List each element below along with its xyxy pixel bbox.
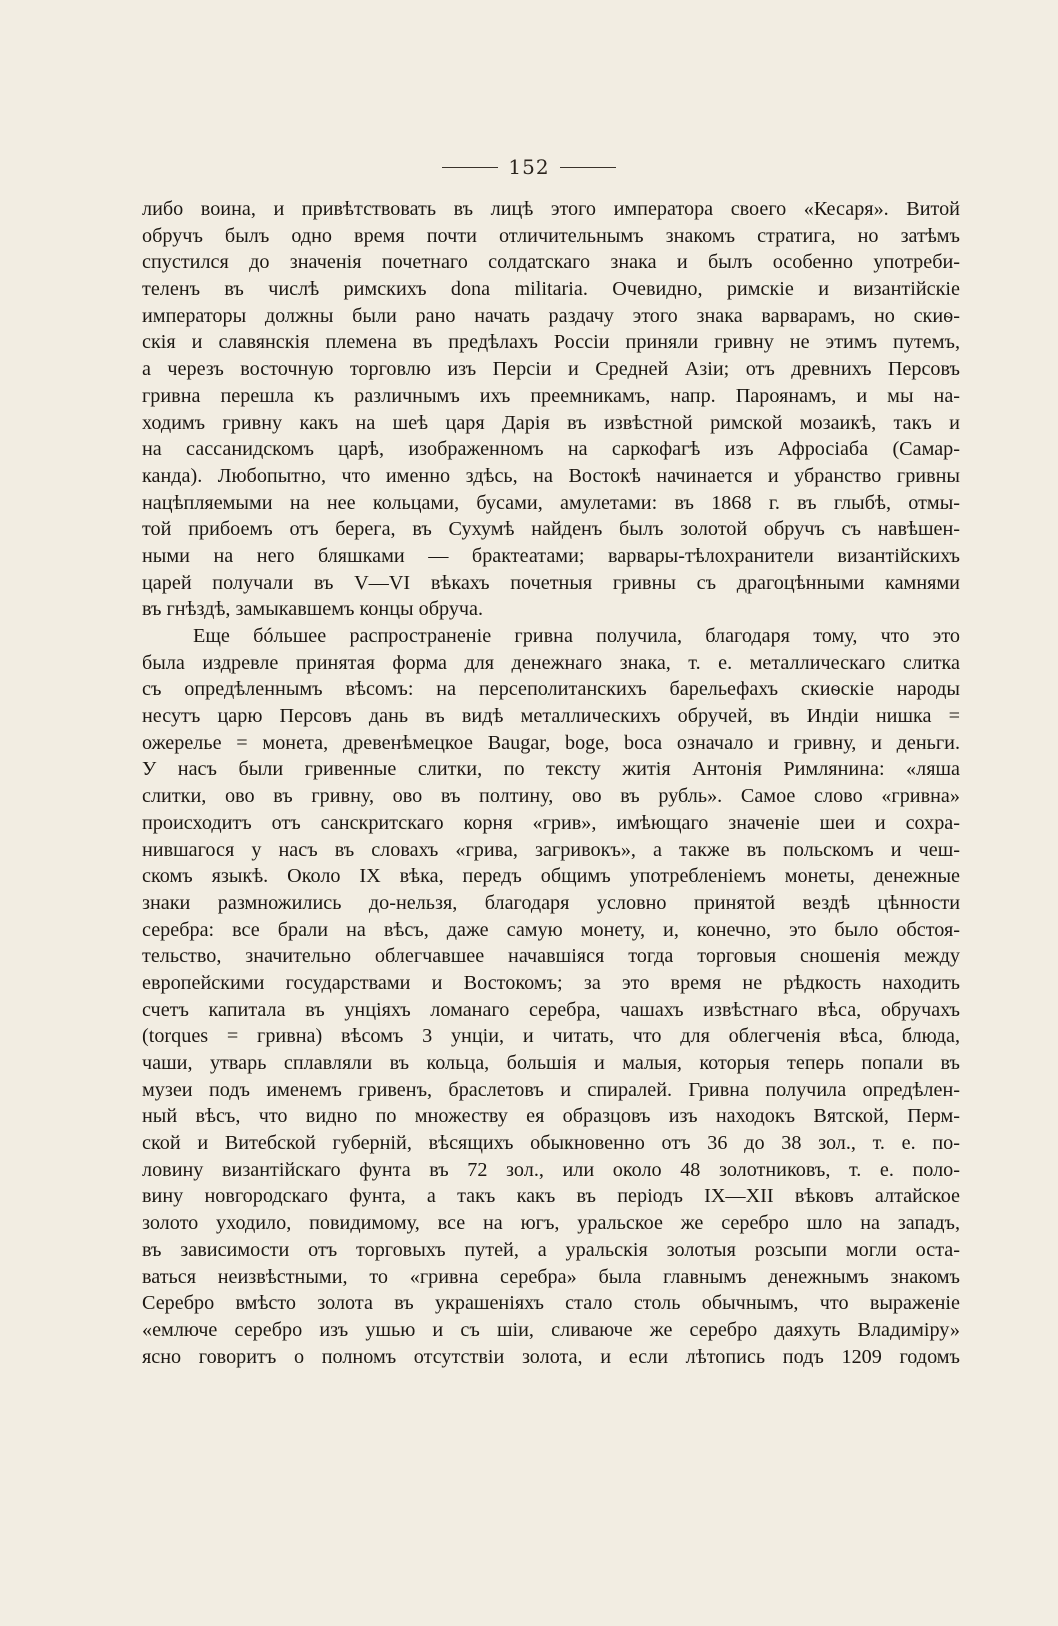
header-rule-left <box>442 167 498 168</box>
text-line: У насъ были гривенные слитки, по тексту житія Антонія Римлянина: «ляша <box>142 758 960 781</box>
text-line: а черезъ восточную торговлю изъ Персіи и Средней Азіи; отъ древнихъ Персовъ <box>142 358 960 381</box>
text-line: ловину византійскаго фунта въ 72 зол., или около 48 золотниковъ, т. е. поло- <box>142 1158 960 1181</box>
text-line: ными на него бляшками — брактеатами; варвары-тѣлохранители византійскихъ <box>142 544 960 567</box>
text-line: скомъ языкѣ. Около IX вѣка, передъ общимъ употребленіемъ монеты, денежные <box>142 865 960 888</box>
text-line: ской и Витебской губерній, вѣсящихъ обыкновенно отъ 36 до 38 зол., т. е. по- <box>142 1132 960 1155</box>
text-line: (torques = гривна) вѣсомъ 3 унціи, и читать, что для облегченія вѣса, блюда, <box>142 1025 960 1048</box>
text-line: серебра: все брали на вѣсъ, даже самую монету, и, конечно, это было обстоя- <box>142 918 960 941</box>
text-line: той прибоемъ отъ берега, въ Сухумѣ найденъ былъ золотой обручъ съ навѣшен- <box>142 518 960 541</box>
text-line: ходимъ гривну какъ на шеѣ царя Дарія въ извѣстной римской мозаикѣ, такъ и <box>142 411 960 434</box>
text-line: въ зависимости отъ торговыхъ путей, а уральскія золотыя розсыпи могли оста- <box>142 1238 960 1261</box>
text-line: ваться неизвѣстными, то «гривна серебра» была главнымъ денежнымъ знакомъ <box>142 1265 960 1288</box>
text-line: ный вѣсъ, что видно по множеству ея образцовъ изъ находокъ Вятской, Перм- <box>142 1105 960 1128</box>
text-line: вину новгородскаго фунта, а такъ какъ въ періодъ IX—XII вѣковъ алтайское <box>142 1185 960 1208</box>
text-line: нацѣпляемыми на нее кольцами, бусами, амулетами: въ 1868 г. въ глыбѣ, отмы- <box>142 491 960 514</box>
text-line: теленъ въ числѣ римскихъ dona militaria. Очевидно, римскіе и византійскіе <box>142 278 960 301</box>
text-line: Еще бóльшее распространеніе гривна получила, благодаря тому, что это <box>193 625 960 647</box>
text-line: ясно говоритъ о полномъ отсутствіи золота, и если лѣтопись подъ 1209 годомъ <box>142 1345 960 1368</box>
text-line: тельство, значительно облегчавшее начавшіяся тогда торговыя сношенія между <box>142 945 960 968</box>
text-line: Серебро вмѣсто золота въ украшеніяхъ стало столь обычнымъ, что выраженіе <box>142 1292 960 1315</box>
text-line: спустился до значенія почетнаго солдатскаго знака и былъ особенно употреби- <box>142 251 960 274</box>
text-line: происходитъ отъ санскритскаго корня «грив», имѣющаго значеніе шеи и сохра- <box>142 811 960 834</box>
text-line: нившагося у насъ въ словахъ «грива, загривокъ», а также въ польскомъ и чеш- <box>142 838 960 861</box>
text-line: несутъ царю Персовъ дань въ видѣ металлическихъ обручей, въ Индіи нишка = <box>142 705 960 728</box>
text-line: гривна перешла къ различнымъ ихъ преемникамъ, напр. Пароянамъ, и мы на- <box>142 384 960 407</box>
text-line: императоры должны были рано начать раздачу этого знака варварамъ, но скиѳ- <box>142 304 960 327</box>
text-line: чаши, утварь сплавляли въ кольца, большія и малыя, которыя теперь попали въ <box>142 1052 960 1074</box>
text-line: слитки, ово въ гривну, ово въ полтину, ово въ рубль». Самое слово «гривна» <box>142 785 960 808</box>
text-line: либо воина, и привѣтствовать въ лицѣ этого императора своего «Кесаря». Витой <box>142 198 960 220</box>
text-line: въ гнѣздѣ, замыкавшемъ концы обруча. <box>142 598 484 621</box>
text-line: царей получали въ V—VI вѣкахъ почетныя гривны съ драгоцѣнными камнями <box>142 571 960 594</box>
text-line: ожерелье = монета, древенѣмецкое Baugar, boge, boca означало и гривну, и деньги. <box>142 731 960 754</box>
header-rule-right <box>560 167 616 168</box>
text-line: на сассанидскомъ царѣ, изображенномъ на саркофагѣ изъ Афросіаба (Самар- <box>142 438 960 461</box>
body-text <box>142 196 960 1370</box>
text-line: была издревле принятая форма для денежнаго знака, т. е. металлическаго слитка <box>142 651 960 674</box>
text-line: скія и славянскія племена въ предѣлахъ Россіи приняли гривну не этимъ путемъ, <box>142 331 960 354</box>
text-line: обручъ былъ одно время почти отличительнымъ знакомъ стратига, но затѣмъ <box>142 224 960 247</box>
text-line: счетъ капитала въ унціяхъ ломанаго серебра, чашахъ извѣстнаго вѣса, обручахъ <box>142 998 960 1021</box>
page-header <box>0 155 1058 179</box>
text-line: «емлюче серебро изъ ушью и съ шіи, сливаюче же серебро даяхуть Владиміру» <box>142 1318 960 1341</box>
text-line: знаки размножились до-нельзя, благодаря условно принятой вездѣ цѣнности <box>142 891 960 914</box>
text-line: канда). Любопытно, что именно здѣсь, на Востокѣ начинается и убранство гривны <box>142 464 960 487</box>
text-line: золото уходило, повидимому, все на югъ, уральское же серебро шло на западъ, <box>142 1212 960 1235</box>
text-line: европейскими государствами и Востокомъ; за это время не рѣдкость находить <box>142 971 960 994</box>
text-line: музеи подъ именемъ гривенъ, браслетовъ и спиралей. Гривна получила опредѣлен- <box>142 1078 960 1101</box>
text-line: съ опредѣленнымъ вѣсомъ: на персеполитанскихъ барельефахъ скиѳскіе народы <box>142 678 960 701</box>
page-number: 152 <box>508 155 550 179</box>
